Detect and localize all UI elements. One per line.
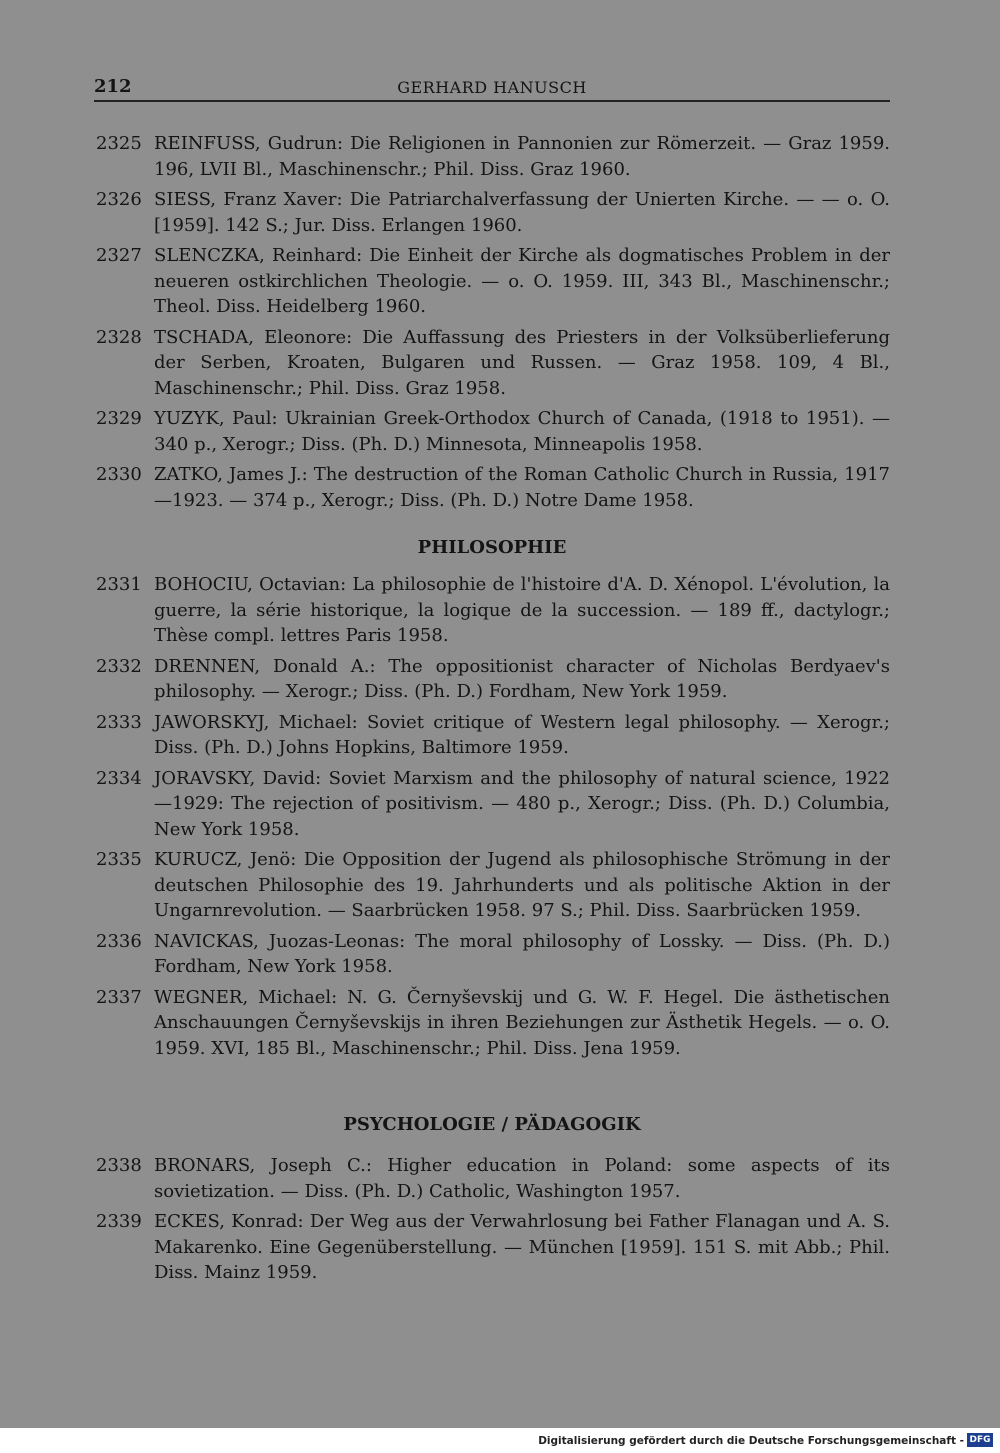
entry-text: BRONARS, Joseph C.: Higher education in Poland: some aspects of its sovietization. — Diss. (Ph. D.) Catholic, Washington 1957. bbox=[154, 1155, 890, 1202]
entry-number: 2336 bbox=[96, 930, 142, 952]
list-item bbox=[94, 325, 890, 402]
entry-text: SIESS, Franz Xaver: Die Patriarchalverfassung der Unierten Kirche. — — o. O. [1959]. 142 S.; Jur. Diss. Erlangen 1960. bbox=[154, 189, 890, 236]
entry-text: WEGNER, Michael: N. G. Černyševskij und G. W. F. Hegel. Die ästhetischen Anschauungen Černyševskijs in ihren Beziehungen zur Ästhetik Hegels. — o. O. 1959. XVI, 185 Bl., Maschinenschr.; Phil. Diss. Jena 1959. bbox=[154, 986, 890, 1059]
entry-text: KURUCZ, Jenö: Die Opposition der Jugend als philosophische Strömung in der deutschen Philosophie des 19. Jahrhunderts und als politische Aktion in der Ungarnrevolution. — Saarbrücken 1958. 97 S.; Phil. Diss. Saarbrücken 1959. bbox=[154, 849, 890, 921]
entry-number: 2332 bbox=[96, 655, 142, 677]
entry-number: 2338 bbox=[96, 1155, 142, 1176]
entry-list-religion bbox=[94, 131, 890, 518]
entry-number: 2325 bbox=[96, 133, 142, 154]
dfg-logo-icon: DFG bbox=[967, 1433, 993, 1447]
list-item bbox=[94, 462, 890, 513]
entry-number: 2331 bbox=[96, 574, 142, 595]
entry-number: 2329 bbox=[96, 408, 142, 429]
digitization-footer bbox=[0, 1428, 1000, 1453]
entry-text: BOHOCIU, Octavian: La philosophie de l'histoire d'A. D. Xénopol. L'évolution, la guerre, la série historique, la logique de la succession. — 189 ff., dactylogr.; Thèse compl. lettres Paris 1958. bbox=[154, 574, 890, 646]
page-number: 212 bbox=[94, 76, 132, 97]
list-item bbox=[94, 243, 890, 320]
entry-text: DRENNEN, Donald A.: The oppositionist character of Nicholas Berdyaev's philosophy. — Xerogr.; Diss. (Ph. D.) Fordham, New York 1959. bbox=[154, 655, 890, 702]
entry-text: JORAVSKY, David: Soviet Marxism and the philosophy of natural science, 1922—1929: The rejection of positivism. — 480 p., Xerogr.; Diss. (Ph. D.) Columbia, New York 1958. bbox=[154, 767, 890, 840]
entry-text: JAWORSKYJ, Michael: Soviet critique of Western legal philosophy. — Xerogr.; Diss. (Ph. D.) Johns Hopkins, Baltimore 1959. bbox=[154, 711, 890, 758]
entry-list-philosophie bbox=[94, 572, 890, 1066]
page-header bbox=[94, 74, 890, 102]
entry-text: ZATKO, James J.: The destruction of the Roman Catholic Church in Russia, 1917—1923. — 374 p., Xerogr.; Diss. (Ph. D.) Notre Dame 1958. bbox=[154, 464, 890, 511]
entry-text: YUZYK, Paul: Ukrainian Greek-Orthodox Church of Canada, (1918 to 1951). — 340 p., Xerogr.; Diss. (Ph. D.) Minnesota, Minneapolis 1958. bbox=[154, 408, 890, 455]
entry-number: 2334 bbox=[96, 767, 142, 789]
list-item bbox=[94, 1209, 890, 1286]
entry-text: SLENCZKA, Reinhard: Die Einheit der Kirche als dogmatisches Problem in der neueren ostkirchlichen Theologie. — o. O. 1959. III, 343 Bl., Maschinenschr.; Theol. Diss. Heidelberg 1960. bbox=[154, 245, 890, 317]
running-head: GERHARD HANUSCH bbox=[397, 78, 587, 97]
list-item bbox=[94, 766, 890, 843]
entry-text: NAVICKAS, Juozas-Leonas: The moral philosophy of Lossky. — Diss. (Ph. D.) Fordham, New York 1958. bbox=[154, 930, 890, 977]
section-heading-philosophie: PHILOSOPHIE bbox=[417, 537, 567, 558]
entry-text: ECKES, Konrad: Der Weg aus der Verwahrlosung bei Father Flanagan und A. S. Makarenko. Eine Gegenüberstellung. — München [1959]. 151 S. mit Abb.; Phil. Diss. Mainz 1959. bbox=[154, 1211, 890, 1283]
list-item bbox=[94, 131, 890, 182]
entry-number: 2337 bbox=[96, 986, 142, 1008]
entry-number: 2330 bbox=[96, 464, 142, 485]
list-item bbox=[94, 572, 890, 649]
entry-text: TSCHADA, Eleonore: Die Auffassung des Priesters in der Volksüberlieferung der Serben, Kroaten, Bulgaren und Russen. — Graz 1958. 109, 4 Bl., Maschinenschr.; Phil. Diss. Graz 1958. bbox=[154, 326, 890, 399]
entry-number: 2328 bbox=[96, 326, 142, 348]
entry-number: 2326 bbox=[96, 189, 142, 210]
entry-number: 2327 bbox=[96, 245, 142, 266]
list-item bbox=[94, 985, 890, 1062]
section-heading-psychologie: PSYCHOLOGIE / PÄDAGOGIK bbox=[343, 1114, 641, 1135]
list-item bbox=[94, 1153, 890, 1204]
list-item bbox=[94, 654, 890, 705]
entry-number: 2335 bbox=[96, 849, 142, 870]
list-item bbox=[94, 847, 890, 924]
list-item bbox=[94, 406, 890, 457]
entry-number: 2339 bbox=[96, 1211, 142, 1232]
list-item bbox=[94, 929, 890, 980]
list-item bbox=[94, 710, 890, 761]
entry-number: 2333 bbox=[96, 711, 142, 733]
list-item bbox=[94, 187, 890, 238]
entry-text: REINFUSS, Gudrun: Die Religionen in Pannonien zur Römerzeit. — Graz 1959. 196, LVII Bl., Maschinenschr.; Phil. Diss. Graz 1960. bbox=[154, 133, 890, 180]
funding-credit: Digitalisierung gefördert durch die Deutsche Forschungsgemeinschaft - bbox=[538, 1435, 964, 1447]
entry-list-psychologie bbox=[94, 1153, 890, 1291]
